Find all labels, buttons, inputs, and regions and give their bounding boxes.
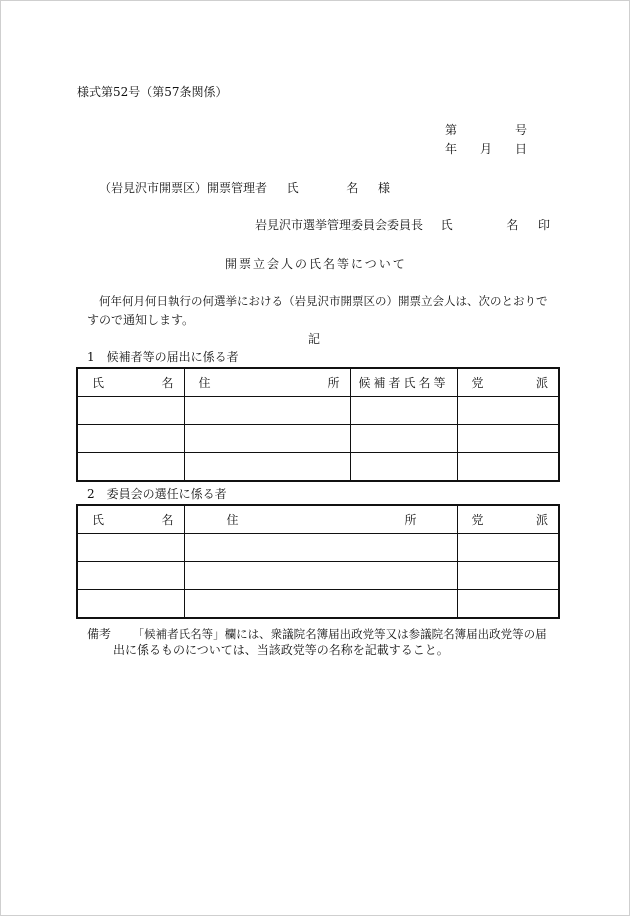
party-cell[interactable] — [457, 562, 559, 590]
address-cell[interactable] — [184, 590, 457, 619]
body-line-1: 何年何月何日執行の何選挙における（岩見沢市開票区の）開票立会人は、次のとおりで — [99, 294, 548, 308]
name-cell[interactable] — [77, 534, 184, 562]
party-cell[interactable] — [457, 534, 559, 562]
candidate-cell[interactable] — [350, 397, 457, 425]
section2-header-row — [77, 505, 559, 534]
header-party: 党 派 — [457, 505, 559, 534]
year-label: 年 — [445, 142, 458, 156]
candidate-cell[interactable] — [350, 425, 457, 453]
header-party: 党 派 — [457, 368, 559, 397]
date-line — [445, 142, 527, 156]
candidate-cell[interactable] — [350, 453, 457, 482]
name-cell[interactable] — [77, 397, 184, 425]
section1-heading: 1 候補者等の届出に係る者 — [87, 350, 239, 364]
party-cell[interactable] — [457, 425, 559, 453]
ki-label: 記 — [308, 332, 321, 346]
day-label: 日 — [514, 142, 527, 156]
address-cell[interactable] — [184, 453, 350, 482]
name-cell[interactable] — [77, 453, 184, 482]
month-label: 月 — [479, 142, 492, 156]
header-candidate: 候補者氏名等 — [350, 368, 457, 397]
document-number-line — [445, 123, 527, 137]
address-cell[interactable] — [184, 425, 350, 453]
section1-table — [76, 367, 560, 482]
addressee-mei: 名 — [346, 181, 359, 195]
document-title: 開票立会人の氏名等について — [225, 257, 407, 271]
addressee-line — [99, 181, 390, 195]
note-text-1: 「候補者氏名等」欄には、衆議院名簿届出政党等又は参議院名簿届出政党等の届 — [132, 627, 547, 641]
section2-table — [76, 504, 560, 619]
table-row — [77, 397, 559, 425]
addressee-shi: 氏 — [286, 181, 299, 195]
name-cell[interactable] — [77, 590, 184, 619]
table-row — [77, 453, 559, 482]
sender-shi: 氏 — [440, 218, 453, 232]
name-cell[interactable] — [77, 425, 184, 453]
note-line-2: 出に係るものについては、当該政党等の名称を記載すること。 — [113, 643, 449, 657]
party-cell[interactable] — [457, 453, 559, 482]
note-line-1 — [87, 627, 547, 641]
go-label: 号 — [514, 123, 527, 137]
sender-mei: 名 — [506, 218, 519, 232]
addressee-org: （岩見沢市開票区）開票管理者 — [99, 181, 268, 195]
dai-label: 第 — [445, 123, 458, 137]
section1-header-row — [77, 368, 559, 397]
table-row — [77, 425, 559, 453]
addressee-sama: 様 — [378, 181, 391, 195]
section2-heading: 2 委員会の選任に係る者 — [87, 487, 227, 501]
sender-line — [255, 218, 550, 232]
name-cell[interactable] — [77, 562, 184, 590]
header-address: 住 所 — [184, 505, 457, 534]
address-cell[interactable] — [184, 562, 457, 590]
table-row — [77, 562, 559, 590]
header-name: 氏 名 — [77, 505, 184, 534]
seal-label: 印 — [538, 218, 551, 232]
party-cell[interactable] — [457, 397, 559, 425]
form-number: 様式第52号（第57条関係） — [77, 85, 228, 99]
table-row — [77, 590, 559, 619]
header-name: 氏 名 — [77, 368, 184, 397]
party-cell[interactable] — [457, 590, 559, 619]
address-cell[interactable] — [184, 534, 457, 562]
body-line-2: すので通知します。 — [87, 313, 195, 327]
header-address: 住 所 — [184, 368, 350, 397]
address-cell[interactable] — [184, 397, 350, 425]
sender-org: 岩見沢市選挙管理委員会委員長 — [255, 218, 424, 232]
note-label: 備考 — [87, 627, 112, 641]
table-row — [77, 534, 559, 562]
